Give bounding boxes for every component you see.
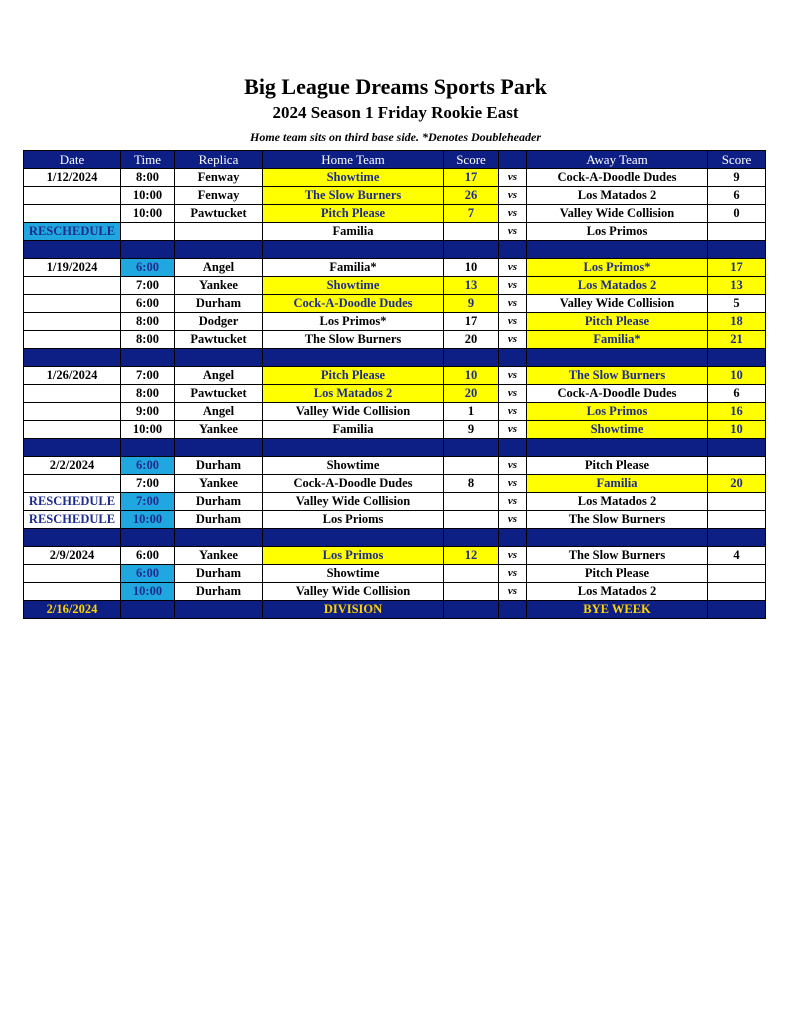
separator-cell <box>24 349 121 367</box>
home-score-cell: 26 <box>444 187 499 205</box>
date-cell <box>24 205 121 223</box>
home-team-cell: The Slow Burners <box>263 187 444 205</box>
date-cell: RESCHEDULE <box>24 511 121 529</box>
game-row <box>24 331 766 349</box>
home-score-cell <box>444 223 499 241</box>
home-score-cell <box>444 493 499 511</box>
date-cell <box>24 421 121 439</box>
schedule-body <box>24 169 766 619</box>
date-cell: 2/9/2024 <box>24 547 121 565</box>
replica-cell: Yankee <box>175 547 263 565</box>
replica-cell: Pawtucket <box>175 385 263 403</box>
game-row <box>24 313 766 331</box>
vs-cell: vs <box>499 295 527 313</box>
away-team-cell: The Slow Burners <box>527 547 708 565</box>
separator-cell <box>24 241 121 259</box>
home-team-cell: Valley Wide Collision <box>263 403 444 421</box>
week-separator <box>24 349 766 367</box>
away-team-cell: Pitch Please <box>527 565 708 583</box>
away-score-cell <box>708 223 766 241</box>
separator-cell <box>24 529 121 547</box>
vs-cell: vs <box>499 367 527 385</box>
date-cell: RESCHEDULE <box>24 223 121 241</box>
replica-cell: Pawtucket <box>175 331 263 349</box>
col-header-date: Date <box>24 151 121 169</box>
separator-cell <box>121 241 175 259</box>
game-row <box>24 223 766 241</box>
date-cell <box>24 331 121 349</box>
away-team-cell: The Slow Burners <box>527 367 708 385</box>
game-row <box>24 295 766 313</box>
home-score-cell: 8 <box>444 475 499 493</box>
date-cell: 1/12/2024 <box>24 169 121 187</box>
vs-cell: vs <box>499 385 527 403</box>
replica-cell: Yankee <box>175 277 263 295</box>
separator-cell <box>527 241 708 259</box>
home-team-cell: Cock-A-Doodle Dudes <box>263 295 444 313</box>
game-row <box>24 493 766 511</box>
home-score-cell <box>444 601 499 619</box>
away-score-cell: 4 <box>708 547 766 565</box>
home-team-cell: Los Primos* <box>263 313 444 331</box>
time-cell: 8:00 <box>121 331 175 349</box>
home-score-cell: 17 <box>444 313 499 331</box>
bye-week-row <box>24 601 766 619</box>
game-row <box>24 403 766 421</box>
separator-cell <box>175 529 263 547</box>
home-score-cell: 20 <box>444 385 499 403</box>
game-row <box>24 547 766 565</box>
separator-cell <box>175 349 263 367</box>
away-team-cell: The Slow Burners <box>527 511 708 529</box>
replica-cell: Dodger <box>175 313 263 331</box>
replica-cell: Angel <box>175 259 263 277</box>
away-score-cell: 5 <box>708 295 766 313</box>
game-row <box>24 205 766 223</box>
schedule-note: Home team sits on third base side. *Denotes Doubleheader <box>250 130 541 144</box>
replica-cell: Durham <box>175 493 263 511</box>
separator-cell <box>708 439 766 457</box>
away-score-cell: 20 <box>708 475 766 493</box>
date-cell: 1/19/2024 <box>24 259 121 277</box>
replica-cell: Angel <box>175 367 263 385</box>
separator-cell <box>175 241 263 259</box>
time-cell: 10:00 <box>121 205 175 223</box>
game-row <box>24 475 766 493</box>
date-cell: RESCHEDULE <box>24 493 121 511</box>
home-team-cell: DIVISION <box>263 601 444 619</box>
separator-cell <box>499 529 527 547</box>
away-score-cell: 0 <box>708 205 766 223</box>
away-team-cell: Familia* <box>527 331 708 349</box>
vs-cell: vs <box>499 493 527 511</box>
separator-cell <box>499 439 527 457</box>
time-cell: 6:00 <box>121 295 175 313</box>
away-team-cell: BYE WEEK <box>527 601 708 619</box>
vs-cell: vs <box>499 223 527 241</box>
date-cell <box>24 565 121 583</box>
col-header-replica: Replica <box>175 151 263 169</box>
vs-cell: vs <box>499 187 527 205</box>
time-cell <box>121 601 175 619</box>
replica-cell: Durham <box>175 511 263 529</box>
home-team-cell: Pitch Please <box>263 205 444 223</box>
schedule-table <box>23 150 766 619</box>
replica-cell: Durham <box>175 565 263 583</box>
away-score-cell <box>708 511 766 529</box>
date-cell: 2/16/2024 <box>24 601 121 619</box>
time-cell: 7:00 <box>121 367 175 385</box>
away-team-cell: Los Matados 2 <box>527 583 708 601</box>
away-score-cell: 16 <box>708 403 766 421</box>
vs-cell: vs <box>499 421 527 439</box>
game-row <box>24 169 766 187</box>
time-cell <box>121 223 175 241</box>
page-title: Big League Dreams Sports Park <box>244 74 547 99</box>
separator-cell <box>444 439 499 457</box>
replica-cell: Fenway <box>175 169 263 187</box>
away-team-cell: Valley Wide Collision <box>527 295 708 313</box>
game-row <box>24 583 766 601</box>
separator-cell <box>263 349 444 367</box>
away-team-cell: Los Matados 2 <box>527 187 708 205</box>
away-score-cell <box>708 601 766 619</box>
home-score-cell: 7 <box>444 205 499 223</box>
replica-cell: Fenway <box>175 187 263 205</box>
away-team-cell: Pitch Please <box>527 457 708 475</box>
vs-cell: vs <box>499 565 527 583</box>
vs-cell: vs <box>499 403 527 421</box>
week-separator <box>24 439 766 457</box>
separator-cell <box>444 241 499 259</box>
date-cell: 1/26/2024 <box>24 367 121 385</box>
home-team-cell: The Slow Burners <box>263 331 444 349</box>
home-score-cell: 9 <box>444 295 499 313</box>
home-score-cell <box>444 583 499 601</box>
away-score-cell: 17 <box>708 259 766 277</box>
separator-cell <box>708 529 766 547</box>
time-cell: 7:00 <box>121 277 175 295</box>
date-cell <box>24 295 121 313</box>
vs-cell: vs <box>499 205 527 223</box>
home-score-cell: 1 <box>444 403 499 421</box>
separator-cell <box>121 529 175 547</box>
home-team-cell: Valley Wide Collision <box>263 583 444 601</box>
time-cell: 10:00 <box>121 583 175 601</box>
time-cell: 9:00 <box>121 403 175 421</box>
home-team-cell: Valley Wide Collision <box>263 493 444 511</box>
separator-cell <box>263 241 444 259</box>
home-score-cell: 17 <box>444 169 499 187</box>
replica-cell <box>175 223 263 241</box>
game-row <box>24 367 766 385</box>
separator-cell <box>444 529 499 547</box>
time-cell: 8:00 <box>121 169 175 187</box>
away-team-cell: Los Primos <box>527 403 708 421</box>
time-cell: 6:00 <box>121 457 175 475</box>
vs-cell: vs <box>499 331 527 349</box>
game-row <box>24 277 766 295</box>
vs-cell: vs <box>499 169 527 187</box>
replica-cell: Yankee <box>175 421 263 439</box>
date-cell <box>24 403 121 421</box>
home-team-cell: Pitch Please <box>263 367 444 385</box>
away-score-cell: 6 <box>708 385 766 403</box>
replica-cell <box>175 601 263 619</box>
away-score-cell: 6 <box>708 187 766 205</box>
col-header-time: Time <box>121 151 175 169</box>
home-team-cell: Los Matados 2 <box>263 385 444 403</box>
replica-cell: Yankee <box>175 475 263 493</box>
home-score-cell <box>444 457 499 475</box>
away-score-cell: 10 <box>708 367 766 385</box>
time-cell: 10:00 <box>121 511 175 529</box>
separator-cell <box>121 439 175 457</box>
vs-cell: vs <box>499 583 527 601</box>
col-header-vs <box>499 151 527 169</box>
away-score-cell <box>708 493 766 511</box>
week-separator <box>24 241 766 259</box>
vs-cell: vs <box>499 511 527 529</box>
date-cell: 2/2/2024 <box>24 457 121 475</box>
separator-cell <box>263 439 444 457</box>
vs-cell: vs <box>499 259 527 277</box>
separator-cell <box>444 349 499 367</box>
separator-cell <box>527 349 708 367</box>
separator-cell <box>499 349 527 367</box>
home-team-cell: Showtime <box>263 169 444 187</box>
away-team-cell: Cock-A-Doodle Dudes <box>527 385 708 403</box>
home-score-cell <box>444 565 499 583</box>
col-header-home-score: Score <box>444 151 499 169</box>
separator-cell <box>121 349 175 367</box>
home-score-cell: 12 <box>444 547 499 565</box>
date-cell <box>24 187 121 205</box>
week-separator <box>24 529 766 547</box>
away-team-cell: Los Matados 2 <box>527 277 708 295</box>
away-team-cell: Valley Wide Collision <box>527 205 708 223</box>
away-score-cell: 9 <box>708 169 766 187</box>
date-cell <box>24 385 121 403</box>
time-cell: 10:00 <box>121 187 175 205</box>
home-score-cell: 10 <box>444 367 499 385</box>
time-cell: 8:00 <box>121 313 175 331</box>
away-score-cell: 10 <box>708 421 766 439</box>
away-score-cell: 21 <box>708 331 766 349</box>
home-score-cell: 13 <box>444 277 499 295</box>
replica-cell: Durham <box>175 295 263 313</box>
vs-cell: vs <box>499 313 527 331</box>
vs-cell: vs <box>499 475 527 493</box>
vs-cell: vs <box>499 457 527 475</box>
home-team-cell: Cock-A-Doodle Dudes <box>263 475 444 493</box>
vs-cell: vs <box>499 277 527 295</box>
away-team-cell: Cock-A-Doodle Dudes <box>527 169 708 187</box>
home-score-cell: 9 <box>444 421 499 439</box>
separator-cell <box>499 241 527 259</box>
away-score-cell: 18 <box>708 313 766 331</box>
time-cell: 6:00 <box>121 547 175 565</box>
away-team-cell: Showtime <box>527 421 708 439</box>
home-team-cell: Familia <box>263 421 444 439</box>
separator-cell <box>527 529 708 547</box>
col-header-away-score: Score <box>708 151 766 169</box>
separator-cell <box>24 439 121 457</box>
game-row <box>24 565 766 583</box>
away-score-cell <box>708 583 766 601</box>
away-score-cell <box>708 457 766 475</box>
vs-cell: vs <box>499 547 527 565</box>
away-team-cell: Familia <box>527 475 708 493</box>
home-team-cell: Showtime <box>263 565 444 583</box>
home-team-cell: Showtime <box>263 457 444 475</box>
home-score-cell <box>444 511 499 529</box>
separator-cell <box>527 439 708 457</box>
home-score-cell: 20 <box>444 331 499 349</box>
away-score-cell <box>708 565 766 583</box>
time-cell: 7:00 <box>121 475 175 493</box>
time-cell: 6:00 <box>121 259 175 277</box>
date-cell <box>24 475 121 493</box>
away-team-cell: Los Primos* <box>527 259 708 277</box>
game-row <box>24 511 766 529</box>
home-team-cell: Los Primos <box>263 547 444 565</box>
time-cell: 7:00 <box>121 493 175 511</box>
replica-cell: Durham <box>175 457 263 475</box>
away-score-cell: 13 <box>708 277 766 295</box>
time-cell: 6:00 <box>121 565 175 583</box>
replica-cell: Durham <box>175 583 263 601</box>
home-team-cell: Familia <box>263 223 444 241</box>
separator-cell <box>175 439 263 457</box>
home-team-cell: Familia* <box>263 259 444 277</box>
page-subtitle: 2024 Season 1 Friday Rookie East <box>272 103 519 122</box>
col-header-away-team: Away Team <box>527 151 708 169</box>
game-row <box>24 385 766 403</box>
home-score-cell: 10 <box>444 259 499 277</box>
replica-cell: Pawtucket <box>175 205 263 223</box>
game-row <box>24 421 766 439</box>
time-cell: 8:00 <box>121 385 175 403</box>
home-team-cell: Los Prioms <box>263 511 444 529</box>
replica-cell: Angel <box>175 403 263 421</box>
separator-cell <box>708 241 766 259</box>
game-row <box>24 187 766 205</box>
date-cell <box>24 583 121 601</box>
away-team-cell: Los Primos <box>527 223 708 241</box>
vs-cell <box>499 601 527 619</box>
home-team-cell: Showtime <box>263 277 444 295</box>
away-team-cell: Los Matados 2 <box>527 493 708 511</box>
separator-cell <box>263 529 444 547</box>
game-row <box>24 457 766 475</box>
separator-cell <box>708 349 766 367</box>
game-row <box>24 259 766 277</box>
date-cell <box>24 277 121 295</box>
col-header-home-team: Home Team <box>263 151 444 169</box>
time-cell: 10:00 <box>121 421 175 439</box>
header-row <box>24 151 766 169</box>
date-cell <box>24 313 121 331</box>
away-team-cell: Pitch Please <box>527 313 708 331</box>
